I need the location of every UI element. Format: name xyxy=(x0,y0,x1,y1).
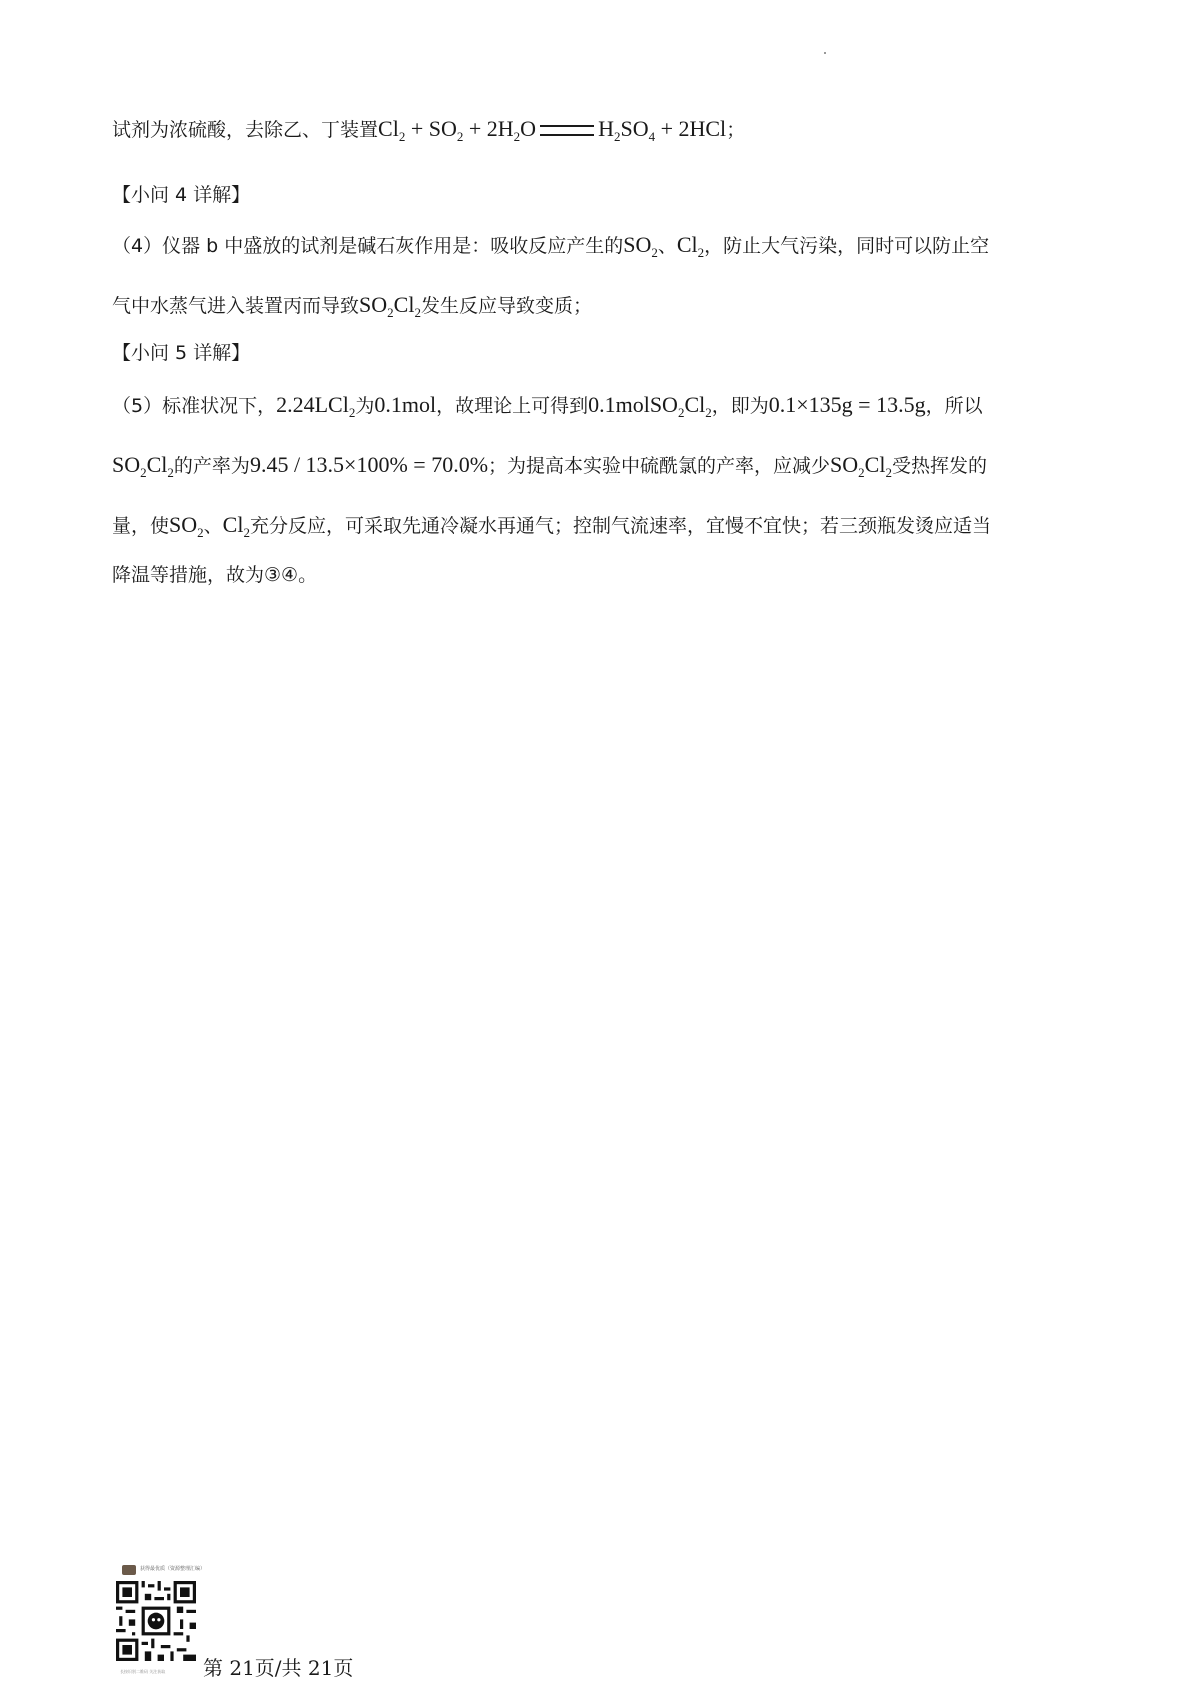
qr-caption: 获得最优质（资源整理汇编） xyxy=(140,1566,206,1572)
line-1: 试剂为浓硫酸，去除乙、丁装置$Cl_2 + SO_2 + 2H_2O$ $H_2SO_4 + 2HCl$； xyxy=(112,116,746,144)
equals-sign xyxy=(540,125,594,136)
line-2: （4）仪器 b 中盛放的试剂是碱石灰作用是：吸收反应产生的$SO_2$、$Cl_2$，防止大气污染，同时可以防止空 xyxy=(112,232,990,260)
heading-q4: 【小问 4 详解】 xyxy=(112,184,251,206)
scan-speck xyxy=(824,52,826,54)
line-4: （5）标准状况下，2.24LCl$_2$为0.1mol，故理论上可得到$0.1molSO_2Cl_2$，即为0.1×135g = 13.5g，所以 xyxy=(112,392,983,420)
heading-q5: 【小问 5 详解】 xyxy=(112,342,251,364)
line-5: $SO_2Cl_2$的产率为9.45 / 13.5×100% = 70.0%；为提高本实验中硫酰氯的产率，应减少$SO_2Cl_2$受热挥发的 xyxy=(112,452,987,480)
line-7: 降温等措施，故为③④。 xyxy=(112,564,318,586)
qr-code-icon[interactable] xyxy=(116,1581,196,1661)
page-number: 第 21页/共 21页 xyxy=(203,1656,354,1680)
line-3: 气中水蒸气进入装置丙而导致$SO_2Cl_2$发生反应导致变质； xyxy=(112,292,592,320)
qr-footnote: 长按识别二维码 关注获取 xyxy=(120,1669,166,1674)
avatar xyxy=(122,1565,136,1575)
line-6: 量，使$SO_2$、$Cl_2$充分反应，可采取先通冷凝水再通气；控制气流速率，宜慢不宜快；若三颈瓶发烫应适当 xyxy=(112,512,991,540)
